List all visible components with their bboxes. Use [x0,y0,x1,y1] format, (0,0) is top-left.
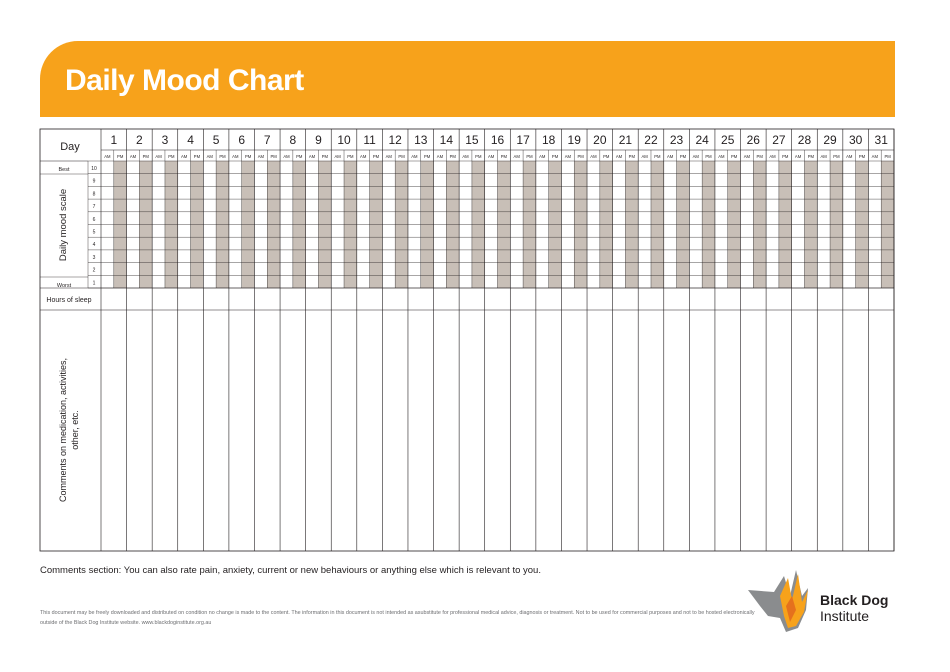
pm-label: PM [475,154,482,159]
scale-value: 3 [92,254,96,261]
am-label: AM [820,154,827,159]
logo-line-1: Black Dog [820,592,889,608]
am-label: AM [155,154,162,159]
comments-label-line-2: other, etc. [70,410,80,450]
scale-value: 4 [92,242,96,249]
am-label: AM [232,154,239,159]
pm-label: PM [296,154,303,159]
scale-value: 9 [92,178,96,185]
hours-of-sleep-label: Hours of sleep [46,297,92,304]
am-label: AM [104,154,111,159]
logo-line-2: Institute [820,608,870,624]
pm-label: PM [858,154,866,159]
pm-label: PM [756,154,763,159]
am-label: AM [667,154,674,159]
comments-label-line-1: Comments on medication, activities, [58,357,68,503]
am-label: AM [794,154,802,159]
day-number: 18 [541,133,556,147]
am-label: AM [769,154,776,159]
day-number: 9 [315,133,322,147]
am-label: AM [564,154,571,159]
scale-value: 6 [92,216,96,223]
scale-value: 5 [92,229,96,236]
pm-label: PM [168,154,175,159]
am-label: AM [385,154,392,159]
pm-label: PM [500,154,508,159]
day-number: 24 [695,133,709,147]
am-label: AM [257,154,265,159]
am-label: AM [308,154,316,159]
day-number: 21 [618,133,633,147]
am-label: AM [436,154,444,159]
pm-label: PM [142,154,149,159]
am-label: AM [846,154,853,159]
day-number: 10 [337,133,351,147]
scale-value: 8 [92,191,96,198]
scale-value: 1 [92,280,96,287]
pm-label: PM [603,154,610,159]
day-number: 19 [567,133,581,147]
day-number: 12 [388,133,402,147]
day-number: 15 [465,133,479,147]
pm-label: PM [372,154,380,159]
day-number: 3 [161,133,169,147]
am-label: AM [692,154,699,159]
scale-value: 10 [91,166,97,172]
am-label: AM [718,154,725,159]
day-number: 6 [238,133,246,147]
pm-label: PM [807,154,815,159]
scale-value: 7 [92,204,96,211]
worst-label: Worst [56,283,72,289]
am-label: AM [462,154,469,159]
am-label: AM [487,154,495,159]
pm-label: PM [244,154,252,159]
daily-mood-scale-label: Daily mood scale [58,188,69,262]
am-label: AM [615,154,623,159]
pm-label: PM [347,154,354,159]
day-number: 17 [516,133,530,147]
pm-label: PM [628,154,635,159]
am-label: AM [743,154,751,159]
am-label: AM [206,154,213,159]
am-label: AM [283,154,290,159]
scale-value: 2 [92,267,96,274]
am-label: AM [129,154,137,159]
am-label: AM [590,154,597,159]
am-label: AM [513,154,520,159]
day-number: 13 [414,133,428,147]
day-number: 28 [797,133,812,147]
day-number: 2 [136,133,143,147]
day-number: 31 [874,133,888,147]
pm-label: PM [654,154,661,159]
am-label: AM [539,154,546,159]
day-number: 16 [490,133,505,147]
day-number: 29 [823,133,837,147]
logo-wordmark [820,592,888,624]
pm-label: PM [398,154,405,159]
am-label: AM [641,154,648,159]
pm-label: PM [449,154,456,159]
pm-label: PM [551,154,559,159]
pm-label: PM [782,154,789,159]
day-number: 25 [721,133,735,147]
pm-label: PM [117,154,124,159]
day-number: 26 [746,133,760,147]
pm-label: PM [424,154,431,159]
pm-label: PM [577,154,584,159]
am-label: AM [411,154,418,159]
pm-label: PM [193,154,201,159]
day-header-label: Day [60,141,80,153]
pm-label: PM [270,154,277,159]
disclaimer-text: This document may be freely downloaded and distributed on condition no change is made to the content. The information in this document is not intended as asubstitute for professional medical advice, diagnosis or treatment. Not to be used for commercial purposes and not to be hosted electronically outside of the Black Dog Institute website. www.blackdoginstitute.org.au [40,610,755,626]
pm-label: PM [526,154,533,159]
pm-label: PM [679,154,687,159]
best-label: Best [58,167,70,173]
pm-label: PM [219,154,226,159]
am-label: AM [360,154,367,159]
day-number: 5 [212,133,220,147]
pm-label: PM [730,154,738,159]
day-number: 23 [669,133,684,147]
day-number: 14 [439,133,454,147]
day-number: 4 [187,133,194,147]
pm-label: PM [705,154,712,159]
am-label: AM [180,154,188,159]
day-number: 1 [110,133,118,147]
day-number: 22 [644,133,658,147]
pm-label: PM [884,154,891,159]
am-label: AM [871,154,878,159]
day-number: 11 [363,133,376,147]
page-title: Daily Mood Chart [65,64,304,97]
day-number: 8 [289,133,297,147]
day-number: 27 [772,133,786,147]
pm-label: PM [833,154,840,159]
day-number: 20 [593,133,607,147]
pm-label: PM [321,154,328,159]
day-number: 7 [263,133,271,147]
comments-note: Comments section: You can also rate pain, anxiety, current or new behaviours or anything else which is relevant to you. [40,565,541,576]
day-number: 30 [848,133,863,147]
am-label: AM [334,154,341,159]
